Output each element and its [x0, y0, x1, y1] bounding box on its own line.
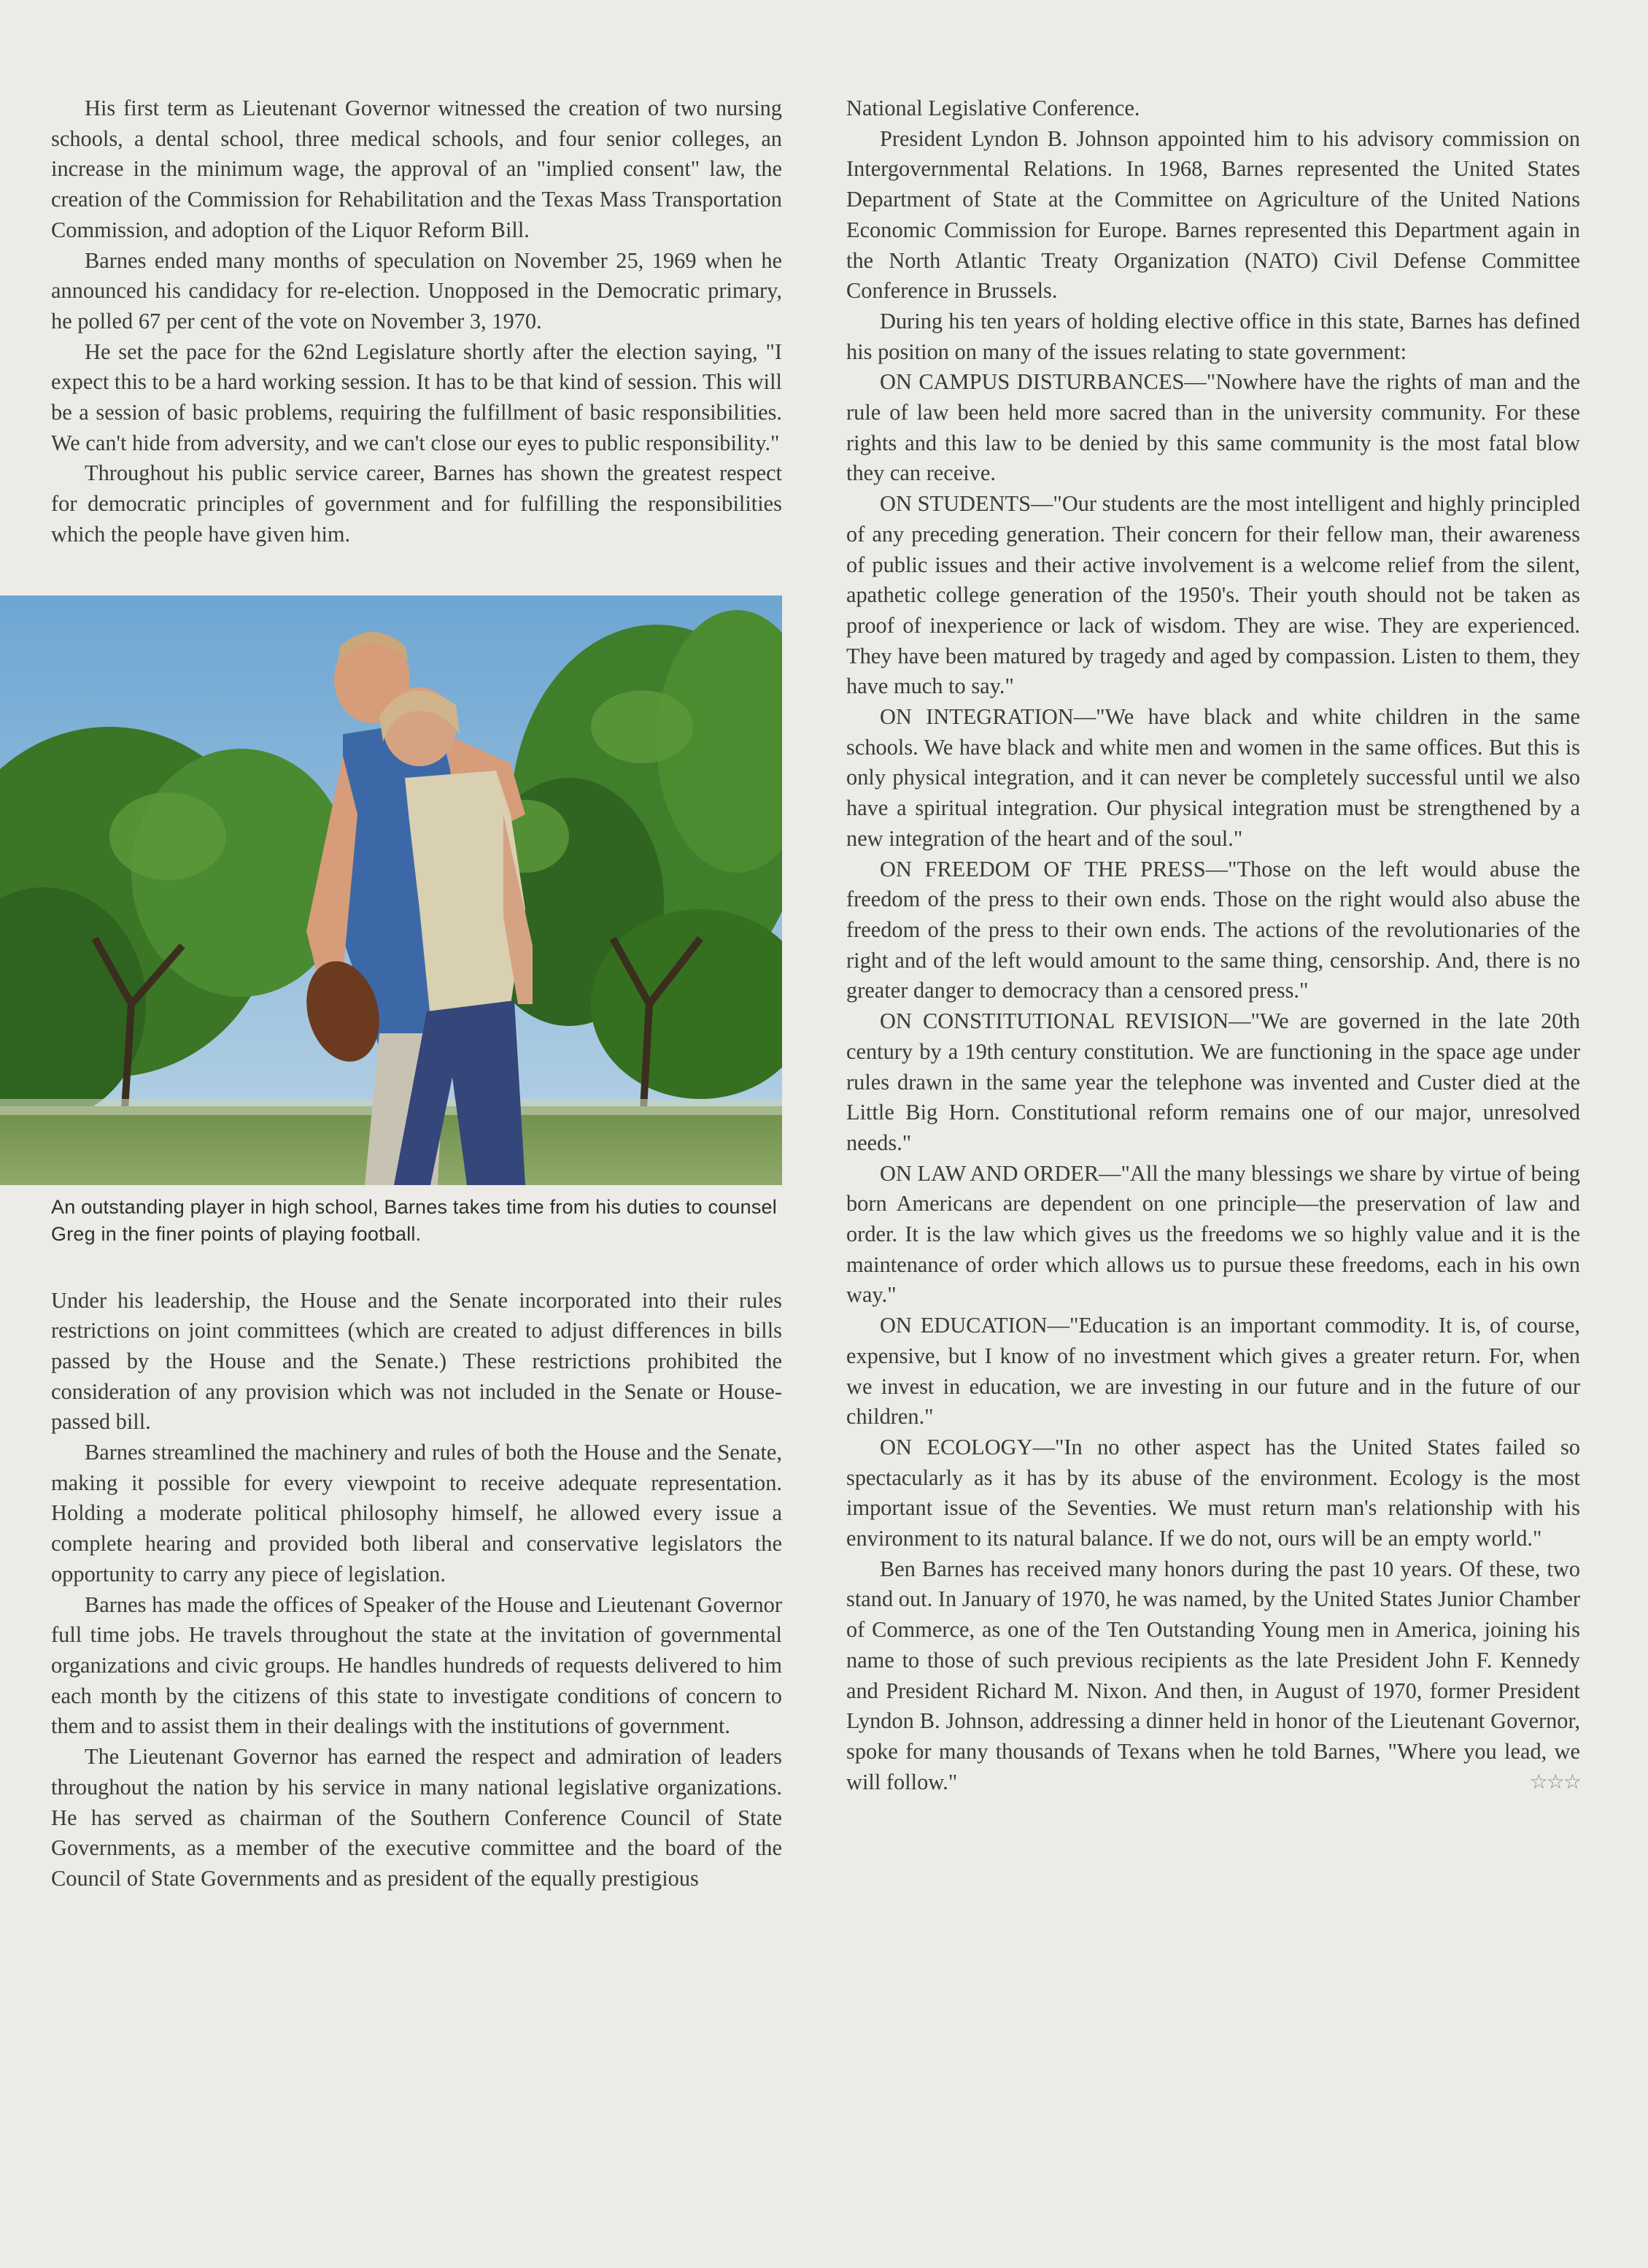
paragraph: ON LAW AND ORDER—"All the many blessings we share by virtue of being born Americans are dependent on one principle—the preservation of law and order. It is the law which gives us the freedoms we so highly value and it is the maintenance of order which allows us to pursue these freedoms, each in his own way." [846, 1160, 1580, 1308]
paragraph: During his ten years of holding elective office in this state, Barnes has defined his position on many of the issues relating to state government: [846, 308, 1580, 364]
right-column [846, 93, 1580, 1797]
paragraph: Throughout his public service career, Barnes has shown the greatest respect for democratic principles of government and for fulfilling the responsibilities which the people have given him. [51, 460, 782, 547]
paragraph [846, 1554, 1580, 1798]
photo-illustration [0, 595, 782, 1185]
paragraph: ON EDUCATION—"Education is an important commodity. It is, of course, expensive, but I know of no investment which gives a greater return. For, when we invest in education, we are investing in our future and in the future of our children." [846, 1313, 1580, 1430]
paragraph: National Legislative Conference. [846, 96, 1140, 120]
end-stars-icon: ☆☆☆ [1529, 1770, 1580, 1794]
paragraph: The Lieutenant Governor has earned the respect and admiration of leaders throughout the nation by his service in many national legislative organizations. He has served as chairman of the Southern Conference Council of State Governments, as a member of the executive committee and the board of the Council of State Governments and as president of the equally prestigious [51, 1744, 782, 1891]
paragraph: ON CAMPUS DISTURBANCES—"Nowhere have the rights of man and the rule of law been held more sacred than in the university community. For these rights and this law to be denied by this same community is the most fatal blow they can receive. [846, 369, 1580, 486]
paragraph: Under his leadership, the House and the Senate incorporated into their rules restrictions on joint committees (which are created to adjust differences in bills passed by the House and the Senate.) These restrictions prohibited the consideration of any provision which was not included in the Senate or House-passed bill. [51, 1287, 782, 1435]
left-column [51, 93, 782, 1894]
paragraph: Barnes has made the offices of Speaker of the House and Lieutenant Governor full time jobs. He travels throughout the state at the invitation of governmental organizations and civic groups. He handles hundreds of requests delivered to him each month by the citizens of this state to investigate conditions of concern to them and to assist them in their dealings with the institutions of government. [51, 1592, 782, 1739]
paragraph: Barnes streamlined the machinery and rules of both the House and the Senate, making it possible for every viewpoint to receive adequate representation. Holding a moderate political philosophy himself, he allowed every issue a complete hearing and provided both liberal and conservative legislators the opportunity to carry any piece of legislation. [51, 1440, 782, 1586]
paragraph: ON STUDENTS—"Our students are the most intelligent and highly principled of any preceding generation. Their concern for their fellow man, their awareness of public issues and their active involvement is a welcome relief from the silent, apathetic college generation of the 1950's. Their youth should not be taken as proof of inexperience or lack of wisdom. They are wise. They are experienced. They have been matured by tragedy and aged by compassion. Listen to them, they have much to say." [846, 491, 1580, 699]
paragraph: President Lyndon B. Johnson appointed him to his advisory commission on Intergovernmental Relations. In 1968, Barnes represented the United States Department of State at the Committee on Agriculture of the United Nations Economic Commission for Europe. Barnes represented this Department again in the North Atlantic Treaty Organization (NATO) Civil Defense Committee Conference in Brussels. [846, 126, 1580, 304]
paragraph: ON FREEDOM OF THE PRESS—"Those on the left would abuse the freedom of the press to their own ends. Those on the right would also abuse the freedom of the press to their own ends. The actions of the revolutionaries of the right and of the left would amount to the same thing, censorship. And, there is no greater danger to democracy than a censored press." [846, 856, 1580, 1003]
football-photo [0, 595, 782, 1185]
paragraph: ON ECOLOGY—"In no other aspect has the United States failed so spectacularly as it has by its abuse of the environment. Ecology is the most important issue of the Seventies. We must return man's relationship with his environment to its natural balance. If we do not, ours will be an empty world." [846, 1434, 1580, 1551]
paragraph: ON CONSTITUTIONAL REVISION—"We are governed in the late 20th century by a 19th century constitution. We are functioning in the space age under rules drawn in the same year the telephone was invented and Custer died at the Little Big Horn. Constitutional reform remains one of our major, unresolved needs." [846, 1008, 1580, 1155]
paragraph: His first term as Lieutenant Governor witnessed the creation of two nursing schools, a dental school, three medical schools, and four senior colleges, an increase in the minimum wage, the approval of an "implied consent" law, the creation of the Commission for Rehabilitation and the Texas Mass Transportation Commission, and adoption of the Liquor Reform Bill. [51, 96, 782, 242]
paragraph: ON INTEGRATION—"We have black and white children in the same schools. We have black and white men and women in the same offices. But this is only physical integration, and it can never be completely successful until we also have a spiritual integration. Our physical integration must be strengthened by a new integration of the heart and of the soul." [846, 704, 1580, 851]
paragraph: Barnes ended many months of speculation on November 25, 1969 when he announced his candidacy for re-election. Unopposed in the Democratic primary, he polled 67 per cent of the vote on November 3, 1970. [51, 247, 782, 333]
paragraph: He set the pace for the 62nd Legislature shortly after the election saying, "I expect this to be a hard working session. It has to be that kind of session. This will be a session of basic problems, requiring the fulfillment of basic responsibilities. We can't hide from adversity, and we can't close our eyes to public responsibility." [51, 339, 782, 455]
photo-caption: An outstanding player in high school, Barnes takes time from his duties to counsel Greg in the finer points of playing football. [51, 1195, 777, 1245]
last-paragraph-text: Ben Barnes has received many honors during the past 10 years. Of these, two stand out. In January of 1970, he was named, by the United States Junior Chamber of Commerce, as one of the Ten Outstanding Young men in America, joining his name to those of such previous recipients as the late President John F. Kennedy and President Richard M. Nixon. And then, in August of 1970, former President Lyndon B. Johnson, addressing a dinner held in honor of the Lieutenant Governor, spoke for many thousands of Texans when he told Barnes, "Where you lead, we will follow." [846, 1556, 1580, 1794]
